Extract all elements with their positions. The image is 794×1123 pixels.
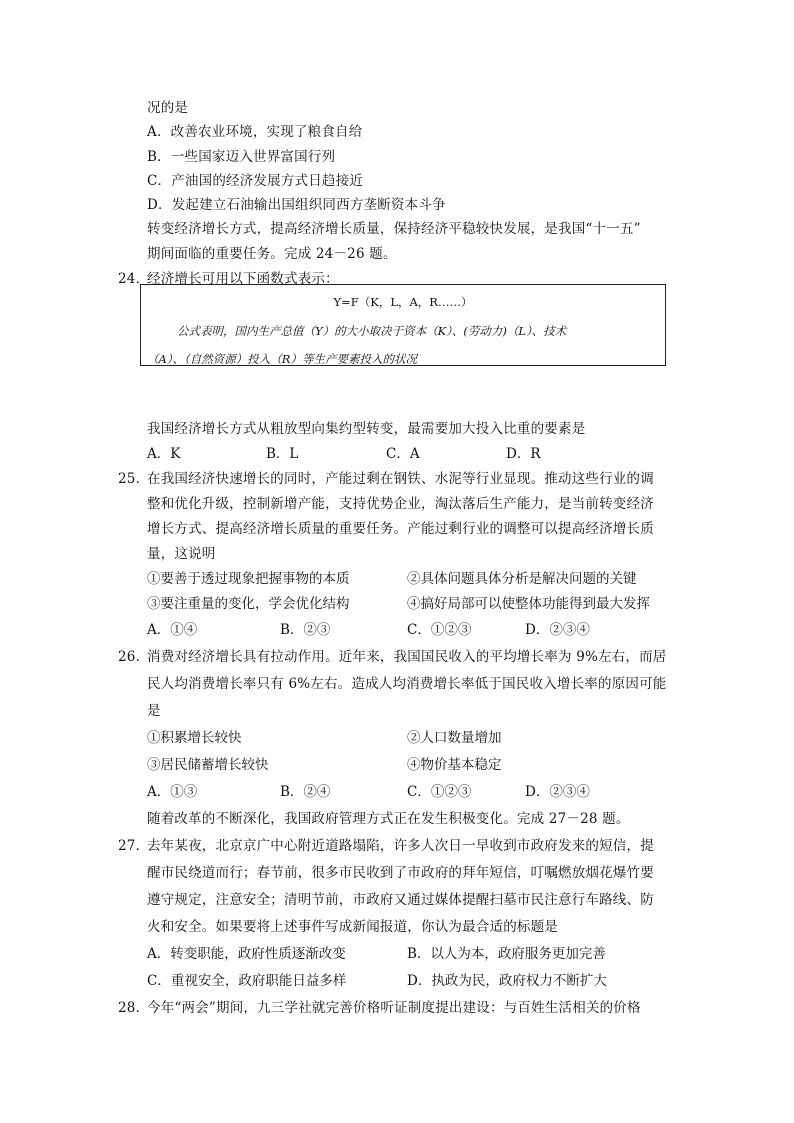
q25-option-a: A．①④ — [147, 622, 198, 638]
q26-option-d: D．②③④ — [525, 784, 590, 800]
q26-item-3: ③居民储蓄增长较快 — [147, 757, 269, 773]
intro-24-26-line2: 期间面临的重要任务。完成 24－26 题。 — [147, 246, 397, 262]
q25-item-1: ①要善于透过现象把握事物的本质 — [147, 571, 350, 587]
q26-number: 26． — [118, 649, 150, 665]
formula: Y=F（K，L，A，R……） — [333, 295, 473, 309]
intro-24-26-line1: 转变经济增长方式，提高经济增长质量，保持经济平稳较快发展，是我国“十一五” — [147, 221, 641, 237]
q25-number: 25． — [118, 471, 150, 487]
q24-option-c: C．A — [386, 446, 420, 462]
q23-option-a: A．改善农业环境，实现了粮食自给 — [147, 124, 363, 140]
formula-description: 公式表明，国内生产总值（Y）的大小取决于资本（K）、(劳动力)（L）、技术 — [177, 324, 567, 338]
q25-stem-line4: 量，这说明 — [147, 546, 216, 562]
q27-option-b: B．以人为本，政府服务更加完善 — [407, 946, 606, 962]
q25-option-c: C．①②③ — [407, 622, 472, 638]
q27-stem-line2: 醒市民绕道而行；春节前，很多市民收到了市政府的拜年短信，叮嘱燃放烟花爆竹要 — [147, 865, 654, 881]
q23-stem-tail: 况的是 — [147, 100, 189, 116]
q26-item-2: ②人口数量增加 — [407, 730, 502, 746]
q27-stem-line4: 火和安全。如果要将上述事件写成新闻报道，你认为最合适的标题是 — [147, 919, 558, 935]
q26-option-a: A．①③ — [147, 784, 198, 800]
q24-option-b: B．L — [266, 446, 299, 462]
q27-stem-line1: 去年某夜，北京京广中心附近道路塌陷，许多人次日一早收到市政府发来的短信，提 — [147, 838, 654, 854]
intro-27-28: 随着改革的不断深化，我国政府管理方式正在发生积极变化。完成 27－28 题。 — [147, 811, 630, 827]
q26-stem-line1: 消费对经济增长具有拉动作用。近年来，我国国民收入的平均增长率为 9%左右，而居 — [147, 649, 667, 665]
q25-option-d: D．②③④ — [525, 622, 590, 638]
q28-stem: 今年“两会”期间，九三学社就完善价格听证制度提出建设：与百姓生活相关的价格 — [147, 1000, 641, 1016]
q25-item-2: ②具体问题具体分析是解决问题的关键 — [407, 571, 637, 587]
q25-option-b: B．②③ — [280, 622, 331, 638]
q24-question: 我国经济增长方式从粗放型向集约型转变，最需要加大投入比重的要素是 — [147, 421, 586, 437]
q25-item-4: ④搞好局部可以使整体功能得到最大发挥 — [407, 596, 650, 612]
q25-item-3: ③要注重量的变化，学会优化结构 — [147, 596, 350, 612]
q24-number: 24． — [118, 271, 150, 287]
q23-option-c: C．产油国的经济发展方式日趋接近 — [147, 173, 364, 189]
q27-option-a: A．转变职能，政府性质逐渐改变 — [147, 946, 346, 962]
q25-stem-line1: 在我国经济快速增长的同时，产能过剩在钢铁、水泥等行业显现。推动这些行业的调 — [147, 471, 654, 487]
q24-option-a: A．K — [147, 446, 181, 462]
q27-number: 27． — [118, 838, 150, 854]
q27-stem-line3: 遵守规定，注意安全；清明节前，市政府又通过媒体提醒扫墓市民注意行车路线、防 — [147, 892, 654, 908]
q23-option-b: B．一些国家迈入世界富国行列 — [147, 149, 336, 165]
q24-option-d: D．R — [506, 446, 541, 462]
q26-option-b: B．②④ — [280, 784, 331, 800]
formula-box — [140, 284, 666, 366]
q25-stem-line3: 增长方式、提高经济增长质量的重要任务。产能过剩行业的调整可以提高经济增长质 — [147, 521, 654, 537]
q23-option-d: D．发起建立石油输出国组织同西方垄断资本斗争 — [147, 197, 446, 213]
q26-stem-line2: 民人均消费增长率只有 6%左右。造成人均消费增长率低于国民收入增长率的原因可能 — [147, 676, 667, 692]
q27-option-c: C．重视安全，政府职能日益多样 — [147, 973, 347, 989]
q26-item-4: ④物价基本稳定 — [407, 757, 502, 773]
q26-stem-line3: 是 — [147, 703, 161, 719]
q25-stem-line2: 整和优化升级，控制新增产能，支持优势企业，淘汰落后生产能力，是当前转变经济 — [147, 496, 654, 512]
q24-stem: 经济增长可用以下函数式表示： — [147, 271, 339, 287]
q26-option-c: C．①②③ — [407, 784, 472, 800]
q28-number: 28． — [118, 1000, 150, 1016]
formula-description-cut: （A）、（自然资源）投入（R）等生产要素投入的状况 — [147, 352, 417, 366]
q26-item-1: ①积累增长较快 — [147, 730, 242, 746]
q27-option-d: D．执政为民，政府权力不断扩大 — [407, 973, 607, 989]
